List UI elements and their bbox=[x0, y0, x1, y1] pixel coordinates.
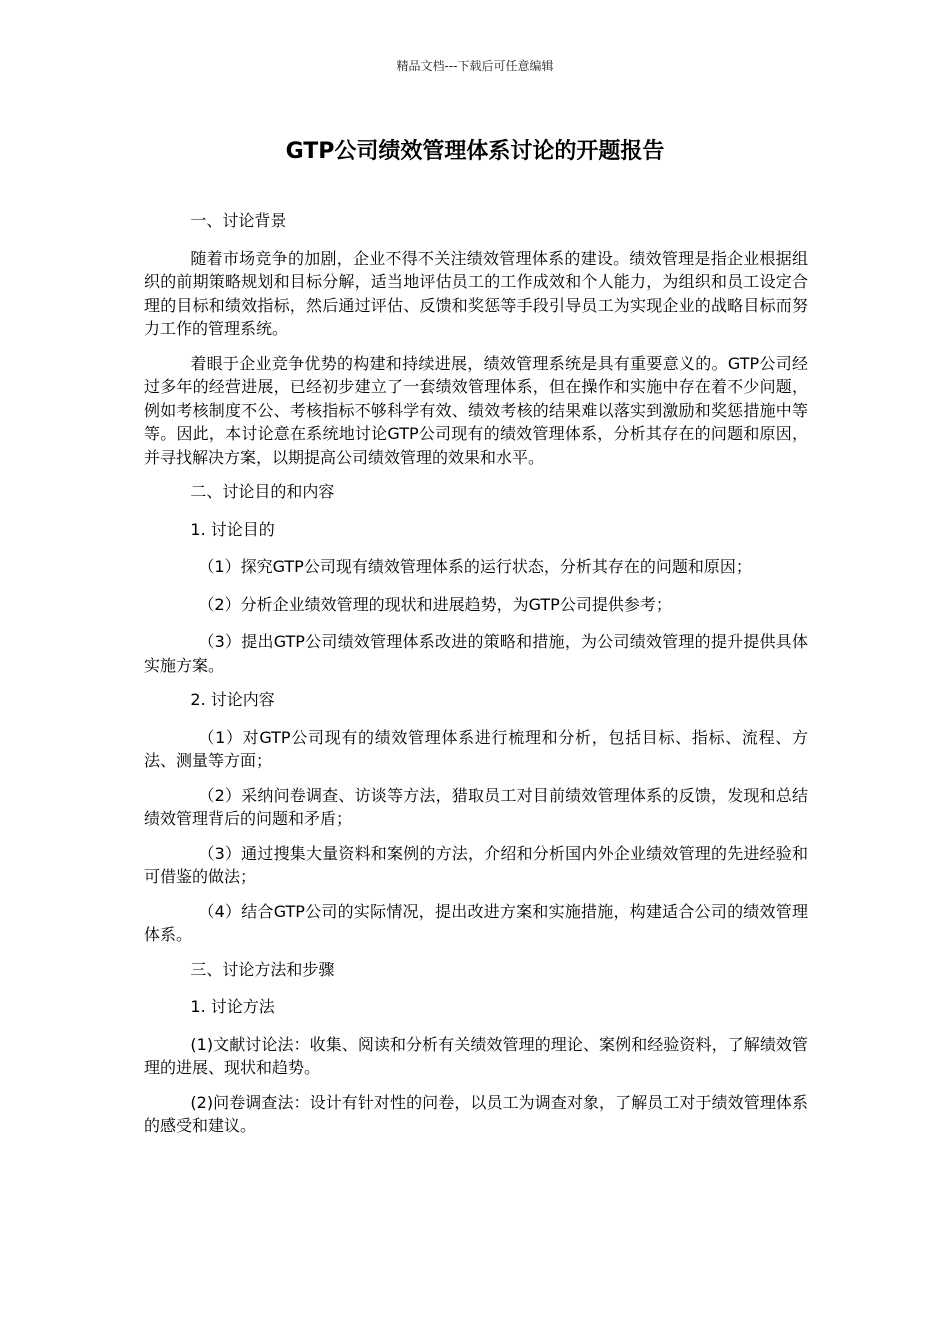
method-item-1: (1)文献讨论法：收集、阅读和分析有关绩效管理的理论、案例和经验资料，了解绩效管理的进展、现状和趋势。 bbox=[144, 1034, 808, 1077]
paragraph-background-2: 着眼于企业竞争优势的构建和持续进展，绩效管理系统是具有重要意义的。GTP公司经过多年的经营进展，已经初步建立了一套绩效管理体系，但在操作和实施中存在着不少问题，例如考核制度不公、考核指标不够科学有效、绩效考核的结果难以落实到激励和奖惩措施中等等。因此，本讨论意在系统地讨论GTP公司现有的绩效管理体系，分析其存在的问题和原因，并寻找解决方案，以期提高公司绩效管理的效果和水平。 bbox=[144, 353, 808, 467]
document-title: GTP公司绩效管理体系讨论的开题报告 bbox=[285, 139, 665, 164]
subheading-content: 2. 讨论内容 bbox=[190, 690, 275, 709]
section-heading-purpose-content: 二、讨论目的和内容 bbox=[190, 482, 335, 501]
paragraph-background-1: 随着市场竞争的加剧，企业不得不关注绩效管理体系的建设。绩效管理是指企业根据组织的前期策略规划和目标分解，适当地评估员工的工作成效和个人能力，为组织和员工设定合理的目标和绩效指标，然后通过评估、反馈和奖惩等手段引导员工为实现企业的战略目标而努力工作的管理系统。 bbox=[144, 248, 808, 338]
content-item-2: （2）采纳问卷调查、访谈等方法，猎取员工对目前绩效管理体系的反馈，发现和总结绩效管理背后的问题和矛盾； bbox=[144, 785, 808, 828]
page-header: 精品文档---下载后可任意编辑 bbox=[396, 59, 554, 73]
document-body bbox=[144, 209, 808, 1149]
subheading-methods: 1. 讨论方法 bbox=[190, 997, 275, 1016]
content-item-1: （1）对GTP公司现有的绩效管理体系进行梳理和分析，包括目标、指标、流程、方法、测量等方面； bbox=[144, 727, 808, 770]
purpose-item-2: （2）分析企业绩效管理的现状和进展趋势，为GTP公司提供参考； bbox=[198, 594, 672, 614]
method-item-2: (2)问卷调查法：设计有针对性的问卷，以员工为调查对象，了解员工对于绩效管理体系的感受和建议。 bbox=[144, 1092, 808, 1135]
purpose-item-1: （1）探究GTP公司现有绩效管理体系的运行状态，分析其存在的问题和原因； bbox=[198, 557, 752, 576]
purpose-item-3: （3）提出GTP公司绩效管理体系改进的策略和措施，为公司绩效管理的提升提供具体实施方案。 bbox=[144, 632, 808, 675]
content-item-4: （4）结合GTP公司的实际情况，提出改进方案和实施措施，构建适合公司的绩效管理体系。 bbox=[144, 901, 808, 944]
section-heading-methods-steps: 三、讨论方法和步骤 bbox=[190, 959, 335, 979]
section-heading-background: 一、讨论背景 bbox=[190, 211, 287, 230]
content-item-3: （3）通过搜集大量资料和案例的方法，介绍和分析国内外企业绩效管理的先进经验和可借鉴的做法； bbox=[144, 843, 808, 886]
subheading-purpose: 1. 讨论目的 bbox=[190, 519, 275, 539]
